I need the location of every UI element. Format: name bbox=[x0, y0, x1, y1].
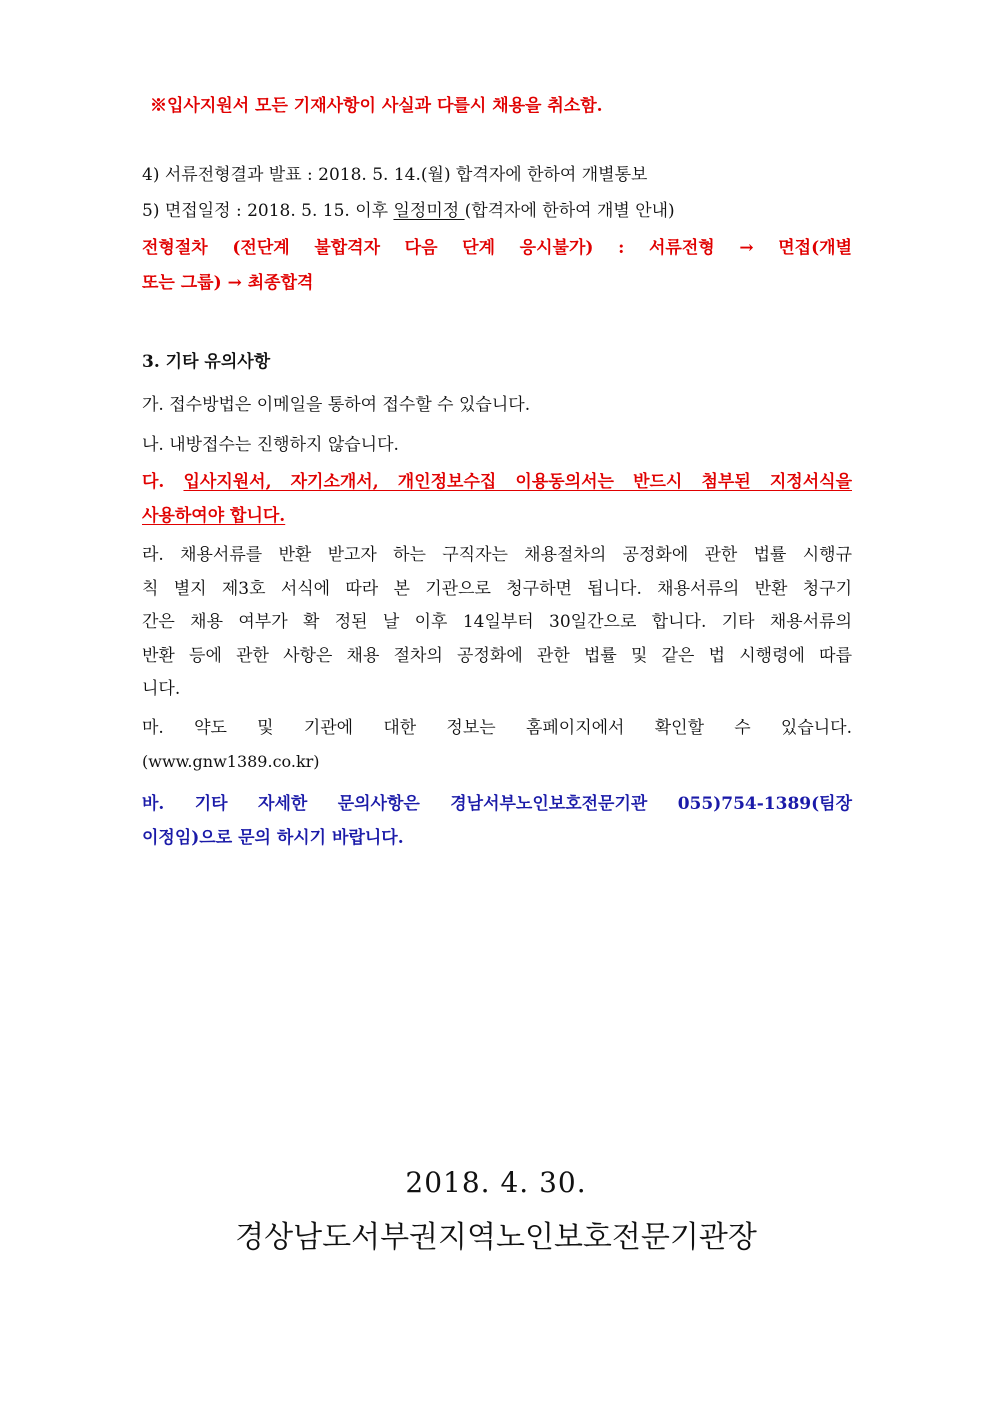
item-da-text-1: 입사지원서, 자기소개서, 개인정보수집 이용동의서는 반드시 첨부된 지정서식을 bbox=[183, 472, 852, 492]
item-ga: 가. 접수방법은 이메일을 통하여 접수할 수 있습니다. bbox=[142, 395, 531, 415]
organization-signature: 경상남도서부권지역노인보호전문기관장 bbox=[235, 1220, 757, 1255]
item-ra-line-5: 니다. bbox=[142, 679, 181, 699]
item-da-text-2: 사용하여야 합니다. bbox=[142, 506, 286, 526]
item-ra-line-1: 라. 채용서류를 반환 받고자 하는 구직자는 채용절차의 공정화에 관한 법률 시행규 bbox=[142, 545, 852, 565]
schedule-item-5-underlined: 일정미정 bbox=[393, 201, 465, 221]
item-da-line-2 bbox=[142, 504, 852, 528]
item-ra-line-4: 반환 등에 관한 사항은 채용 절차의 공정화에 관한 법률 및 같은 법 시행령에 따릅 bbox=[142, 646, 852, 666]
schedule-item-5-prefix: 5) 면접일정 : 2018. 5. 15. 이후 bbox=[142, 201, 394, 221]
schedule-item-5-suffix: (합격자에 한하여 개별 안내) bbox=[464, 201, 675, 221]
section-3-title: 3. 기타 유의사항 bbox=[142, 352, 271, 372]
document-date: 2018. 4. 30. bbox=[405, 1166, 587, 1199]
item-ra-line-3: 간은 채용 여부가 확 정된 날 이후 14일부터 30일간으로 합니다. 기타 채용서류의 bbox=[142, 612, 852, 632]
procedure-line-2: 또는 그룹) → 최종합격 bbox=[142, 273, 314, 293]
item-da-line-1 bbox=[142, 470, 852, 494]
item-ba-line-2: 이정임)으로 문의 하시기 바랍니다. bbox=[142, 828, 404, 848]
item-na: 나. 내방접수는 진행하지 않습니다. bbox=[142, 435, 399, 455]
schedule-item-4: 4) 서류전형결과 발표 : 2018. 5. 14.(월) 합격자에 한하여 개별통보 bbox=[142, 165, 648, 185]
item-ba-line-1: 바. 기타 자세한 문의사항은 경남서부노인보호전문기관 055)754-1389(팀장 bbox=[142, 794, 852, 814]
warning-notice: ※입사지원서 모든 기재사항이 사실과 다를시 채용을 취소함. bbox=[150, 96, 603, 116]
item-ma-line-1: 마. 약도 및 기관에 대한 정보는 홈페이지에서 확인할 수 있습니다. bbox=[142, 718, 852, 738]
schedule-item-5 bbox=[142, 199, 852, 223]
item-da-label: 다. bbox=[142, 472, 184, 492]
item-ma-url: (www.gnw1389.co.kr) bbox=[142, 752, 320, 771]
item-ra-line-2: 칙 별지 제3호 서식에 따라 본 기관으로 청구하면 됩니다. 채용서류의 반환 청구기 bbox=[142, 579, 852, 599]
procedure-line-1: 전형절차 (전단계 불합격자 다음 단계 응시불가) : 서류전형 → 면접(개별 bbox=[142, 238, 852, 258]
